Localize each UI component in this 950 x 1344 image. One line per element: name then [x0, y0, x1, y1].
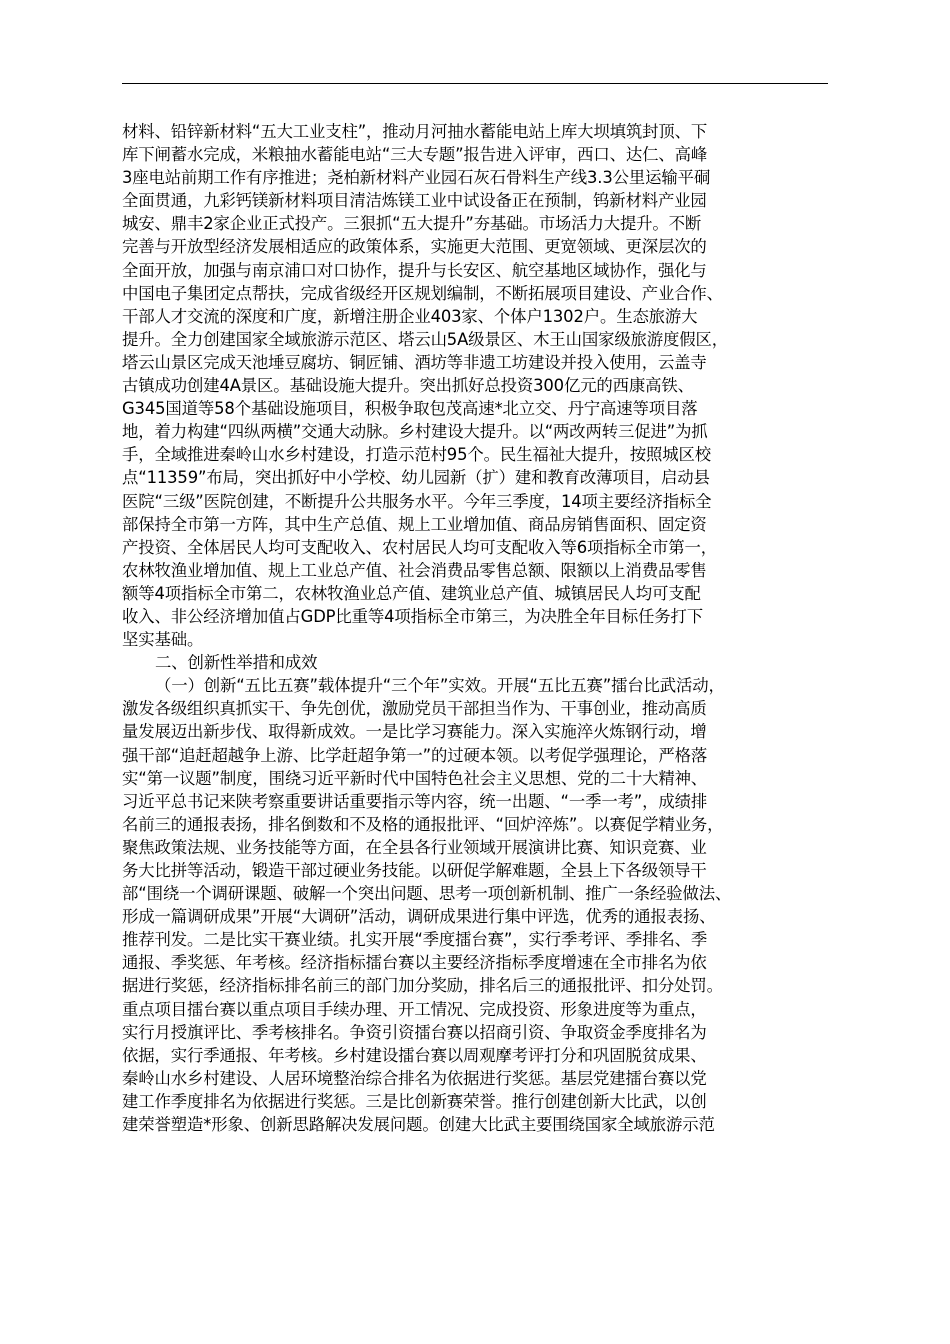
text-line: 强干部“追赶超越争上游、比学赶超争第一”的过硬本领。以考促学强理论，严格落 — [122, 745, 708, 765]
text-line: 全面贯通，九彩钙镁新材料项目清洁炼镁工业中试设备正在预制，钨新材料产业园 — [122, 191, 707, 211]
text-line: 实“第一议题”制度，围绕习近平新时代中国特色社会主义思想、党的二十大精神、 — [122, 768, 708, 788]
text-line: 激发各级组织真抓实干、争先创优，激励党员干部担当作为、干事创业，推动高质 — [122, 699, 707, 719]
text-line: 建工作季度排名为依据进行奖惩。三是比创新赛荣誉。推行创建创新大比武，以创 — [122, 1091, 707, 1111]
text-line: 产投资、全体居民人均可支配收入、农村居民人均可支配收入等6项指标全市第一， — [122, 537, 717, 557]
text-line: 实行月授旗评比、季考核排名。争资引资擂台赛以招商引资、争取资金季度排名为 — [122, 1022, 707, 1042]
text-line: 名前三的通报表扬，排名倒数和不及格的通报批评、“回炉淬炼”。以赛促学精业务， — [122, 814, 724, 834]
text-line: 坚实基础。 — [122, 630, 204, 650]
subsection-heading-line: （一）创新“五比五赛”载体提升“三个年”实效。开展“五比五赛”擂台比武活动， — [155, 676, 725, 696]
body-text — [122, 120, 828, 1136]
text-line: 农林牧渔业增加值、规上工业总产值、社会消费品零售总额、限额以上消费品零售 — [122, 560, 707, 580]
text-line: 额等4项指标全市第二，农林牧渔业总产值、建筑业总产值、城镇居民人均可支配 — [122, 583, 701, 603]
text-line: 3座电站前期工作有序推进；尧柏新材料产业园石灰石骨料生产线3.3公里运输平硐 — [122, 168, 711, 188]
text-line: 提升。全力创建国家全域旅游示范区、塔云山5A级景区、木王山国家级旅游度假区， — [122, 329, 729, 349]
text-line: 聚焦政策法规、业务技能等方面，在全县各行业领域开展演讲比赛、知识竞赛、业 — [122, 837, 707, 857]
text-line: 建荣誉塑造*形象、创新思路解决发展问题。创建大比武主要围绕国家全域旅游示范 — [122, 1115, 715, 1135]
text-line: 医院“三级”医院创建，不断提升公共服务水平。今年三季度，14项主要经济指标全 — [122, 491, 712, 511]
text-line: 部保持全市第一方阵，其中生产总值、规上工业增加值、商品房销售面积、固定资 — [122, 514, 707, 534]
text-line: 完善与开放型经济发展相适应的政策体系，实施更大范围、更宽领域、更深层次的 — [122, 237, 707, 257]
text-line: 部“围绕一个调研课题、破解一个突出问题、思考一项创新机制、推广一条经验做法、 — [122, 884, 732, 904]
text-line: 据进行奖惩，经济指标排名前三的部门加分奖励，排名后三的通报批评、扣分处罚。 — [122, 976, 723, 996]
text-line: 古镇成功创建4A景区。基础设施大提升。突出抓好总投资300亿元的西康高铁、 — [122, 376, 694, 396]
text-line: 地，着力构建“四纵两横”交通大动脉。乡村建设大提升。以“两改两转三促进”为抓 — [122, 422, 708, 442]
text-line: 通报、季奖惩、年考核。经济指标擂台赛以主要经济指标季度增速在全市排名为依 — [122, 953, 707, 973]
section-heading: 二、创新性举措和成效 — [155, 653, 318, 673]
text-line: 重点项目擂台赛以重点项目手续办理、开工情况、完成投资、形象进度等为重点， — [122, 999, 707, 1019]
header-rule — [122, 83, 828, 84]
text-line: 全面开放，加强与南京浦口对口协作，提升与长安区、航空基地区域协作，强化与 — [122, 260, 707, 280]
text-line: G345国道等58个基础设施项目，积极争取包茂高速*北立交、丹宁高速等项目落 — [122, 399, 698, 419]
text-line: 形成一篇调研成果”开展“大调研”活动，调研成果进行集中评选，优秀的通报表扬、 — [122, 907, 716, 927]
text-line: 城安、鼎丰2家企业正式投产。三狠抓“五大提升”夯基础。市场活力大提升。不断 — [122, 214, 702, 234]
text-line: 干部人才交流的深度和广度，新增注册企业403家、个体户1302户。生态旅游大 — [122, 306, 698, 326]
text-line: 收入、非公经济增加值占GDP比重等4项指标全市第三，为决胜全年目标任务打下 — [122, 606, 703, 626]
text-line: 依据，实行季通报、年考核。乡村建设擂台赛以周观摩考评打分和巩固脱贫成果、 — [122, 1045, 707, 1065]
text-line: 秦岭山水乡村建设、人居环境整治综合排名为依据进行奖惩。基层党建擂台赛以党 — [122, 1068, 707, 1088]
text-line: 务大比拼等活动，锻造干部过硬业务技能。以研促学解难题，全县上下各级领导干 — [122, 861, 707, 880]
text-line: 材料、铅锌新材料“五大工业支柱”，推动月河抽水蓄能电站上库大坝填筑封顶、下 — [122, 122, 708, 141]
text-line: 中国电子集团定点帮扶，完成省级经开区规划编制，不断拓展项目建设、产业合作、 — [122, 283, 723, 303]
text-line: 点“11359”布局，突出抓好中小学校、幼儿园新（扩）建和教育改薄项目，启动县 — [122, 468, 710, 488]
text-line: 推荐刊发。二是比实干赛业绩。扎实开展“季度擂台赛”，实行季考评、季排名、季 — [122, 930, 708, 950]
text-line: 量发展迈出新步伐、取得新成效。一是比学习赛能力。深入实施淬火炼钢行动，增 — [122, 722, 707, 742]
text-line: 手，全域推进秦岭山水乡村建设，打造示范村95个。民生福祉大提升，按照城区校 — [122, 445, 711, 465]
text-line: 塔云山景区完成天池埵豆腐坊、铜匠铺、酒坊等非遗工坊建设并投入使用，云盖寺 — [122, 352, 707, 372]
text-line: 习近平总书记来陕考察重要讲话重要指示等内容，统一出题、“一季一考”，成绩排 — [122, 791, 708, 811]
text-line: 库下闸蓄水完成，米粮抽水蓄能电站“三大专题”报告进入评审，西口、达仁、高峰 — [122, 145, 708, 165]
